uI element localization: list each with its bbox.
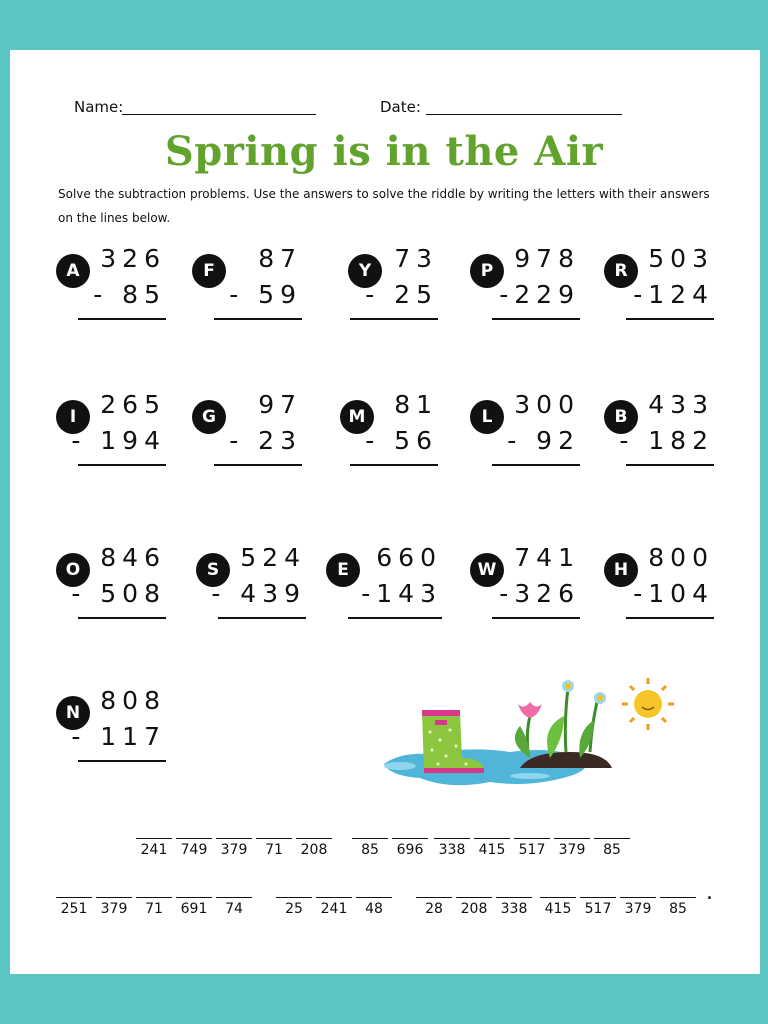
minuend: 73 — [394, 244, 438, 273]
subtrahend: - 92 — [507, 426, 580, 455]
blank-line — [392, 838, 428, 839]
subtrahend: - 508 — [71, 579, 166, 608]
riddle-blank[interactable] — [96, 897, 132, 925]
riddle-blank[interactable] — [56, 897, 92, 925]
minuend: 660 — [376, 543, 442, 572]
minuend: 433 — [648, 390, 714, 419]
date-line[interactable] — [426, 114, 622, 115]
minuend: 978 — [514, 244, 580, 273]
blank-line — [474, 838, 510, 839]
letter-badge: W — [470, 553, 504, 587]
blank-number: 28 — [425, 901, 443, 917]
blank-line — [416, 897, 452, 898]
riddle-end-period: . — [706, 880, 713, 905]
subtrahend: - 59 — [229, 280, 302, 309]
minuend: 503 — [648, 244, 714, 273]
blank-number: 379 — [100, 901, 128, 917]
letter-badge: P — [470, 254, 504, 288]
blank-line — [56, 897, 92, 898]
subtrahend: -104 — [633, 579, 714, 608]
blank-line — [496, 897, 532, 898]
blank-number: 415 — [478, 842, 506, 858]
blank-number: 85 — [361, 842, 379, 858]
minuend: 97 — [258, 390, 302, 419]
subtrahend: - 85 — [93, 280, 166, 309]
letter-badge: Y — [348, 254, 382, 288]
answer-line — [348, 617, 442, 619]
subtrahend: -124 — [633, 280, 714, 309]
rain-boot-icon — [422, 710, 484, 773]
letter-badge: M — [340, 400, 374, 434]
blank-number: 338 — [500, 901, 528, 917]
problem-a — [56, 244, 166, 324]
blank-line — [554, 838, 590, 839]
blank-number: 85 — [669, 901, 687, 917]
problem-r — [604, 244, 714, 324]
letter-badge: L — [470, 400, 504, 434]
riddle-blank[interactable] — [434, 838, 470, 866]
blank-number: 379 — [558, 842, 586, 858]
answer-line — [626, 464, 714, 466]
riddle-blank[interactable] — [540, 897, 576, 925]
minuend: 87 — [258, 244, 302, 273]
letter-badge: O — [56, 553, 90, 587]
riddle-blank[interactable] — [514, 838, 550, 866]
problem-p — [470, 244, 580, 324]
minuend: 846 — [100, 543, 166, 572]
blank-line — [620, 897, 656, 898]
subtrahend: - 25 — [365, 280, 438, 309]
blank-number: 25 — [285, 901, 303, 917]
blank-number: 691 — [180, 901, 208, 917]
subtrahend: - 194 — [71, 426, 166, 455]
blank-line — [136, 838, 172, 839]
riddle-blank[interactable] — [620, 897, 656, 925]
blank-line — [580, 897, 616, 898]
blank-line — [176, 897, 212, 898]
riddle-blank[interactable] — [276, 897, 312, 925]
problem-m — [328, 390, 438, 470]
subtrahend: -143 — [361, 579, 442, 608]
answer-line — [214, 318, 302, 320]
name-line[interactable] — [122, 114, 316, 115]
problem-g — [192, 390, 302, 470]
blank-number: 415 — [544, 901, 572, 917]
blank-number: 208 — [300, 842, 328, 858]
spring-illustration — [380, 672, 680, 797]
answer-line — [78, 318, 166, 320]
letter-badge: A — [56, 254, 90, 288]
blank-number: 71 — [265, 842, 283, 858]
problem-l — [470, 390, 580, 470]
blank-line — [296, 838, 332, 839]
letter-badge: N — [56, 696, 90, 730]
blank-number: 517 — [518, 842, 546, 858]
blank-line — [456, 897, 492, 898]
blank-number: 338 — [438, 842, 466, 858]
riddle-blank[interactable] — [496, 897, 532, 925]
letter-badge: I — [56, 400, 90, 434]
riddle-blank[interactable] — [256, 838, 292, 866]
riddle-blank[interactable] — [316, 897, 352, 925]
blank-number: 696 — [396, 842, 424, 858]
blank-line — [316, 897, 352, 898]
riddle-blank[interactable] — [594, 838, 630, 866]
blank-line — [514, 838, 550, 839]
subtrahend: -326 — [499, 579, 580, 608]
minuend: 524 — [240, 543, 306, 572]
minuend: 326 — [100, 244, 166, 273]
worksheet-title: Spring is in the Air — [164, 128, 604, 175]
problem-w — [470, 543, 580, 623]
answer-line — [78, 464, 166, 466]
riddle-blank[interactable] — [136, 838, 172, 866]
blank-line — [176, 838, 212, 839]
subtrahend: -229 — [499, 280, 580, 309]
blank-number: 208 — [460, 901, 488, 917]
minuend: 300 — [514, 390, 580, 419]
letter-badge: B — [604, 400, 638, 434]
subtrahend: - 56 — [365, 426, 438, 455]
blank-number: 251 — [60, 901, 88, 917]
problem-b — [604, 390, 714, 470]
blank-line — [276, 897, 312, 898]
tulip-icon — [515, 702, 542, 758]
answer-line — [492, 318, 580, 320]
answer-line — [350, 464, 438, 466]
riddle-blank[interactable] — [456, 897, 492, 925]
answer-line — [78, 760, 166, 762]
sun-icon — [622, 678, 674, 730]
answer-line — [218, 617, 306, 619]
blank-number: 48 — [365, 901, 383, 917]
answer-line — [492, 617, 580, 619]
letter-badge: S — [196, 553, 230, 587]
problem-n — [56, 686, 166, 766]
blank-number: 517 — [584, 901, 612, 917]
letter-badge: R — [604, 254, 638, 288]
letter-badge: F — [192, 254, 226, 288]
riddle-blank[interactable] — [356, 897, 392, 925]
date-label: Date: — [380, 98, 421, 116]
answer-line — [492, 464, 580, 466]
blank-line — [216, 838, 252, 839]
problem-f — [192, 244, 302, 324]
minuend: 741 — [514, 543, 580, 572]
riddle-blank[interactable] — [580, 897, 616, 925]
blank-line — [434, 838, 470, 839]
answer-line — [626, 617, 714, 619]
problem-h — [604, 543, 714, 623]
minuend: 808 — [100, 686, 166, 715]
riddle-blank[interactable] — [296, 838, 332, 866]
letter-badge: E — [326, 553, 360, 587]
blank-line — [352, 838, 388, 839]
problem-y — [328, 244, 438, 324]
blank-line — [136, 897, 172, 898]
riddle-blank[interactable] — [660, 897, 696, 925]
blank-number: 379 — [624, 901, 652, 917]
blank-line — [540, 897, 576, 898]
problem-o — [56, 543, 166, 623]
blank-line — [356, 897, 392, 898]
blank-number: 71 — [145, 901, 163, 917]
riddle-blank[interactable] — [216, 897, 252, 925]
blank-line — [594, 838, 630, 839]
answer-line — [214, 464, 302, 466]
riddle-blank[interactable] — [176, 838, 212, 866]
problem-e — [326, 543, 442, 623]
blank-number: 241 — [140, 842, 168, 858]
blank-line — [96, 897, 132, 898]
daffodil-icon — [547, 680, 606, 758]
minuend: 265 — [100, 390, 166, 419]
blank-number: 379 — [220, 842, 248, 858]
riddle-blank[interactable] — [216, 838, 252, 866]
instructions: Solve the subtraction problems. Use the answers to solve the riddle by writing the letters with their answers on the lines below. — [58, 187, 710, 225]
riddle-blank[interactable] — [352, 838, 388, 866]
blank-number: 749 — [180, 842, 208, 858]
riddle-blank[interactable] — [554, 838, 590, 866]
problem-i — [56, 390, 166, 470]
riddle-blank[interactable] — [392, 838, 428, 866]
minuend: 81 — [394, 390, 438, 419]
problem-s — [196, 543, 306, 623]
blank-line — [216, 897, 252, 898]
subtrahend: - 439 — [211, 579, 306, 608]
riddle-blank[interactable] — [416, 897, 452, 925]
subtrahend: - 182 — [619, 426, 714, 455]
blank-number: 85 — [603, 842, 621, 858]
letter-badge: H — [604, 553, 638, 587]
subtrahend: - 117 — [71, 722, 166, 751]
blank-line — [256, 838, 292, 839]
riddle-blank[interactable] — [136, 897, 172, 925]
letter-badge: G — [192, 400, 226, 434]
name-label: Name: — [74, 98, 124, 116]
riddle-blank[interactable] — [176, 897, 212, 925]
blank-number: 241 — [320, 901, 348, 917]
minuend: 800 — [648, 543, 714, 572]
subtrahend: - 23 — [229, 426, 302, 455]
blank-line — [660, 897, 696, 898]
answer-line — [350, 318, 438, 320]
blank-number: 74 — [225, 901, 243, 917]
answer-line — [626, 318, 714, 320]
riddle-blank[interactable] — [474, 838, 510, 866]
answer-line — [78, 617, 166, 619]
